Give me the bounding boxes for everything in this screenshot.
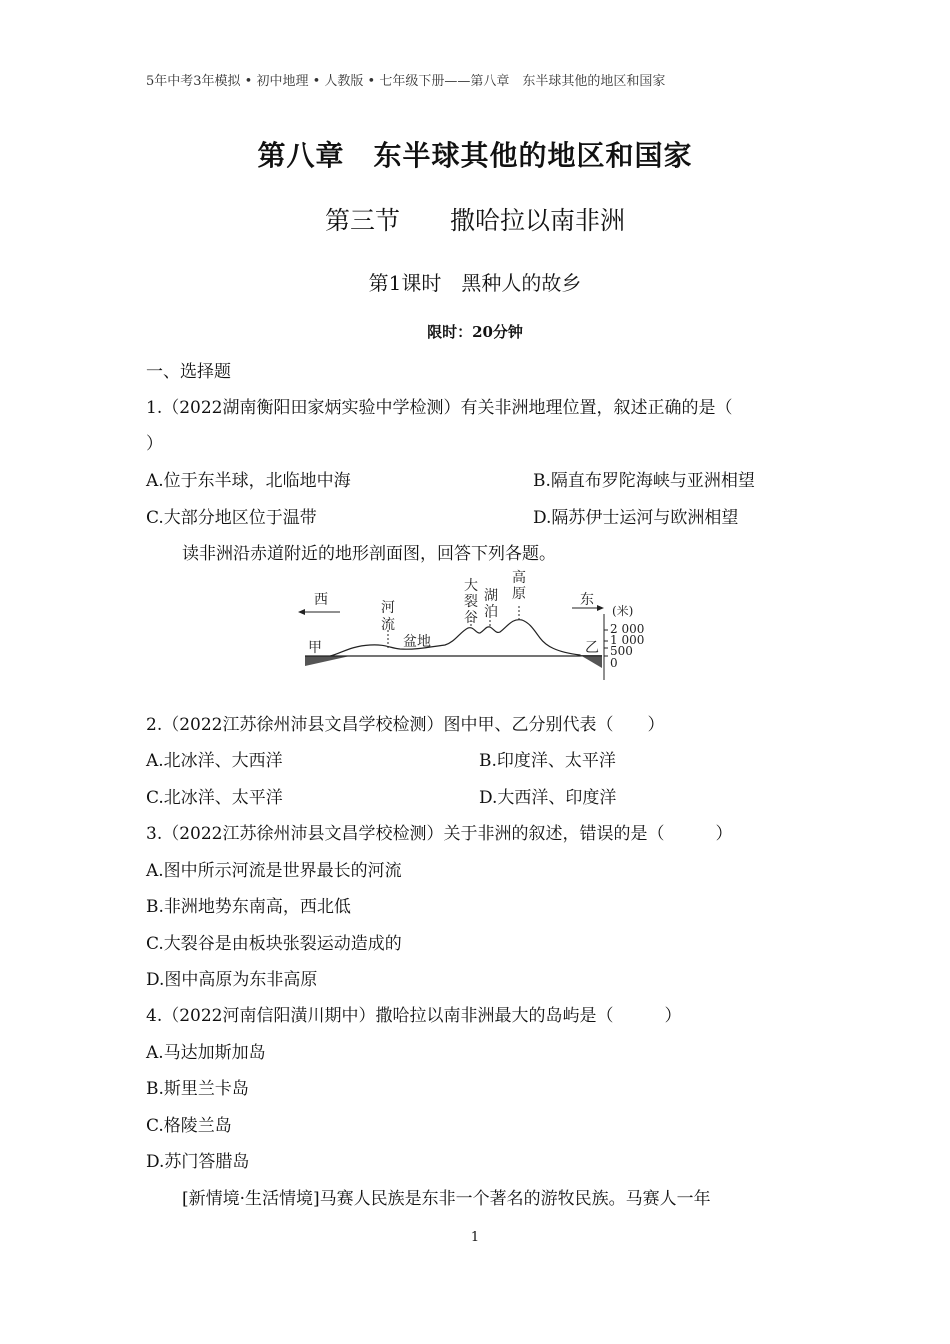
label-west: 西: [314, 592, 328, 608]
q3-option-b[interactable]: B.非洲地势东南高，西北低: [146, 897, 351, 917]
instruction: 读非洲沿赤道附近的地形剖面图，回答下列各题。: [182, 544, 556, 564]
label-river-1: 河: [381, 600, 395, 616]
q1-option-c[interactable]: C.大部分地区位于温带: [146, 508, 317, 528]
q1-option-a[interactable]: A.位于东半球，北临地中海: [146, 471, 351, 491]
part-title: 一、选择题: [146, 362, 231, 382]
label-plateau-1: 高: [512, 570, 526, 586]
label-rift-1: 大: [464, 578, 478, 594]
label-jia: 甲: [308, 640, 322, 656]
q4-option-a[interactable]: A.马达加斯加岛: [146, 1043, 266, 1063]
chapter-title: 第八章 东半球其他的地区和国家: [257, 139, 693, 172]
label-river-2: 流: [381, 617, 395, 633]
terrain-profile: [305, 620, 580, 656]
section-title: 第三节 撒哈拉以南非洲: [324, 206, 625, 235]
q2-option-d[interactable]: D.大西洋、印度洋: [479, 788, 617, 808]
label-lake-2: 泊: [484, 604, 498, 620]
west-arrow-head: [298, 609, 305, 615]
terrain-profile-diagram: [290, 568, 660, 686]
q4-option-c[interactable]: C.格陵兰岛: [146, 1116, 232, 1136]
label-basin: 盆地: [403, 634, 431, 650]
tick-label-1000: 1 000: [610, 633, 645, 647]
q1-option-d[interactable]: D.隔苏伊士运河与欧洲相望: [533, 508, 739, 528]
running-header: 5年中考3年模拟 • 初中地理 • 人教版 • 七年级下册——第八章 东半球其他的地区和国家: [146, 74, 666, 89]
tick-label-500: 500: [610, 644, 633, 658]
page-number: 1: [470, 1230, 480, 1245]
q1-option-b[interactable]: B.隔直布罗陀海峡与亚洲相望: [533, 471, 755, 491]
q3-option-d[interactable]: D.图中高原为东非高原: [146, 970, 318, 990]
label-yi: 乙: [585, 640, 599, 656]
tick-label-0: 0: [610, 656, 618, 670]
context-paragraph: [新情境·生活情境]马赛人民族是东非一个著名的游牧民族。马赛人一年: [182, 1189, 711, 1209]
time-limit: 限时：20分钟: [427, 323, 523, 341]
q1-stem: 1.（2022湖南衡阳田家炳实验中学检测）有关非洲地理位置，叙述正确的是（: [146, 398, 733, 418]
label-plateau-2: 原: [512, 586, 526, 602]
q2-stem: 2.（2022江苏徐州沛县文昌学校检测）图中甲、乙分别代表（ ）: [146, 715, 665, 735]
q3-option-c[interactable]: C.大裂谷是由板块张裂运动造成的: [146, 934, 402, 954]
lesson-title: 第1课时 黑种人的故乡: [368, 271, 582, 295]
q4-stem: 4.（2022河南信阳潢川期中）撒哈拉以南非洲最大的岛屿是（ ）: [146, 1006, 682, 1026]
label-rift-2: 裂: [464, 594, 478, 610]
q2-option-a[interactable]: A.北冰洋、大西洋: [146, 751, 283, 771]
q4-option-b[interactable]: B.斯里兰卡岛: [146, 1079, 249, 1099]
q3-stem: 3.（2022江苏徐州沛县文昌学校检测）关于非洲的叙述，错误的是（ ）: [146, 824, 733, 844]
q3-option-a[interactable]: A.图中所示河流是世界最长的河流: [146, 861, 402, 881]
east-arrow-head: [597, 605, 604, 611]
label-lake-1: 湖: [484, 588, 498, 604]
ocean-jia: [305, 656, 350, 666]
q4-option-d[interactable]: D.苏门答腊岛: [146, 1152, 250, 1172]
ocean-yi: [580, 655, 602, 668]
tick-label-2000: 2 000: [610, 622, 645, 636]
q2-option-b[interactable]: B.印度洋、太平洋: [479, 751, 616, 771]
axis-unit: (米): [612, 604, 634, 618]
q1-stem-end: ）: [146, 434, 163, 454]
label-east: 东: [580, 592, 594, 608]
label-rift-3: 谷: [464, 610, 478, 626]
q2-option-c[interactable]: C.北冰洋、太平洋: [146, 788, 283, 808]
